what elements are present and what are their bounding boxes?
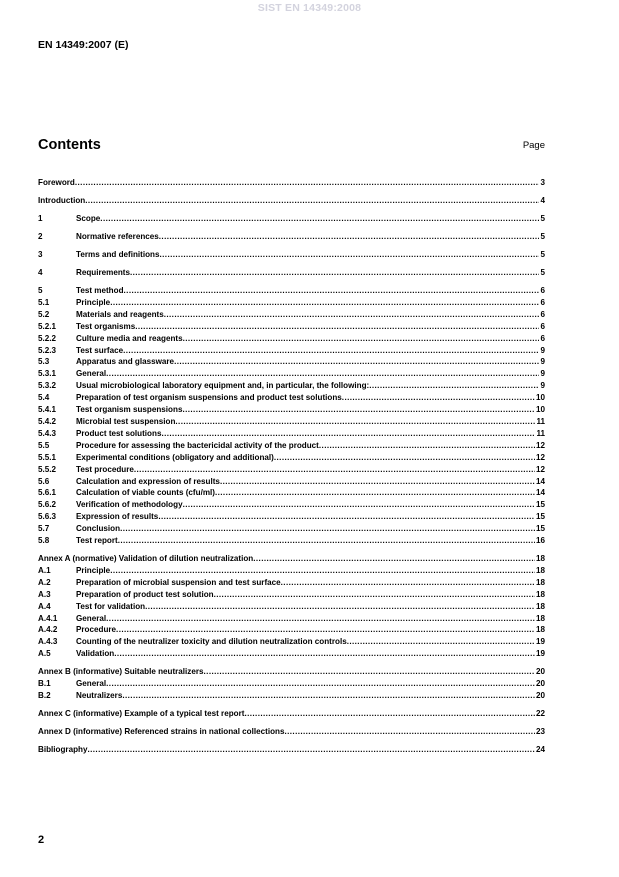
toc-entry[interactable]: [38, 726, 545, 738]
toc-dot-leader: [75, 177, 540, 189]
toc-entry[interactable]: [38, 577, 545, 589]
toc-entry-page: 6: [540, 309, 545, 319]
toc-entry-title: Validation: [76, 649, 115, 659]
toc-entry-page: 18: [535, 554, 545, 564]
page-title: Contents: [38, 137, 101, 153]
toc-entry-page: 10: [535, 405, 545, 415]
toc-entry[interactable]: [38, 195, 545, 207]
toc-entry-title: Procedure: [76, 625, 117, 635]
toc-entry[interactable]: [38, 356, 545, 368]
toc-entry-title: Annex B (informative) Suitable neutralizers: [38, 667, 204, 677]
toc-entry-title: Test surface: [76, 345, 124, 355]
toc-entry[interactable]: [38, 708, 545, 720]
toc-entry-number: 5.6: [38, 476, 50, 486]
toc-entry-title: Experimental conditions (obligatory and additional): [76, 452, 274, 462]
document-id: EN 14349:2007 (E): [38, 39, 129, 51]
toc-entry-page: 6: [540, 333, 545, 343]
toc-entry-page: 12: [535, 452, 545, 462]
toc-entry[interactable]: [38, 177, 545, 189]
toc-entry-number: 5.1: [38, 297, 50, 307]
toc-entry-number: 4: [38, 268, 43, 277]
toc-entry-page: 9: [540, 357, 545, 367]
toc-entry-number: 5.3.1: [38, 369, 57, 379]
toc-dot-leader: [106, 368, 539, 380]
toc-dot-leader: [130, 267, 540, 279]
toc-entry[interactable]: [38, 511, 545, 523]
toc-dot-leader: [161, 428, 535, 440]
toc-dot-leader: [274, 452, 535, 464]
toc-entry[interactable]: [38, 380, 545, 392]
toc-dot-leader: [159, 231, 540, 243]
toc-entry[interactable]: [38, 666, 545, 678]
toc-dot-leader: [160, 249, 540, 261]
toc-entry[interactable]: [38, 499, 545, 511]
toc-dot-leader: [120, 523, 535, 535]
toc-entry-title: Culture media and reagents: [76, 333, 183, 343]
toc-entry-page: 22: [535, 709, 545, 719]
toc-entry-page: 18: [535, 601, 545, 611]
toc-entry-title: Calculation and expression of results: [76, 476, 220, 486]
toc-dot-leader: [124, 285, 540, 297]
toc-dot-leader: [123, 345, 539, 357]
toc-dot-leader: [122, 690, 535, 702]
toc-entry-page: 14: [535, 488, 545, 498]
toc-entry-number: 5.8: [38, 536, 50, 546]
toc-entry-title: Annex D (informative) Referenced strains in national collections: [38, 727, 285, 737]
toc-entry[interactable]: [38, 404, 545, 416]
toc-entry[interactable]: [38, 440, 545, 452]
toc-entry-title: Product test solutions: [76, 428, 162, 438]
toc-entry-page: 5: [540, 232, 545, 241]
toc-entry[interactable]: [38, 523, 545, 535]
toc-entry[interactable]: [38, 345, 545, 357]
toc-entry-title: Principle: [76, 565, 111, 575]
toc-entry[interactable]: [38, 452, 545, 464]
toc-entry-number: B.1: [38, 679, 51, 689]
toc-dot-leader: [244, 708, 535, 720]
toc-entry-title: Test report: [76, 536, 118, 546]
toc-entry-page: 11: [536, 428, 545, 438]
toc-dot-leader: [100, 213, 539, 225]
watermark: SIST EN 14349:2008: [257, 2, 362, 14]
toc-dot-leader: [204, 666, 535, 678]
toc-dot-leader: [319, 440, 535, 452]
toc-entry-title: Calculation of viable counts (cfu/ml): [76, 488, 215, 498]
toc-entry-page: 15: [535, 512, 545, 522]
toc-entry-page: 6: [540, 321, 545, 331]
toc-entry-title: Expression of results: [76, 512, 159, 522]
toc-entry-page: 9: [540, 345, 545, 355]
toc-entry-title: Conclusion: [76, 524, 121, 534]
toc-entry[interactable]: [38, 624, 545, 636]
toc-dot-leader: [134, 464, 535, 476]
toc-entry-title: Test organisms: [76, 321, 136, 331]
toc-entry-number: 5.4.2: [38, 416, 57, 426]
toc-entry[interactable]: [38, 231, 545, 243]
toc-entry-title: Counting of the neutralizer toxicity and dilution neutralization controls: [76, 637, 347, 647]
toc-entry-page: 5: [540, 214, 545, 223]
toc-entry-title: Usual microbiological laboratory equipment and, in particular, the following:: [76, 381, 370, 391]
toc-dot-leader: [281, 577, 535, 589]
toc-dot-leader: [215, 487, 535, 499]
toc-entry-page: 11: [536, 416, 545, 426]
toc-entry-number: 5.7: [38, 524, 50, 534]
toc-entry-title: General: [76, 369, 107, 379]
toc-entry-title: Preparation of test organism suspensions and product test solutions: [76, 393, 342, 403]
toc-dot-leader: [183, 499, 535, 511]
toc-entry-number: 5.3.2: [38, 381, 57, 391]
toc-entry-page: 18: [535, 565, 545, 575]
toc-entry-title: Verification of methodology: [76, 500, 183, 510]
toc-dot-leader: [110, 565, 535, 577]
toc-entry-number: A.1: [38, 565, 51, 575]
toc-entry-title: General: [76, 679, 107, 689]
toc-entry-page: 23: [535, 727, 545, 737]
toc-entry-number: 5.2: [38, 309, 50, 319]
toc-dot-leader: [214, 589, 535, 601]
toc-entry-number: 5.4.1: [38, 405, 57, 415]
toc-entry-title: Materials and reagents: [76, 309, 164, 319]
toc-entry-page: 18: [535, 577, 545, 587]
toc-entry[interactable]: [38, 601, 545, 613]
toc-entry-number: A.4.1: [38, 613, 58, 623]
toc-dot-leader: [369, 380, 539, 392]
toc-entry-number: B.2: [38, 691, 51, 701]
toc-entry-page: 10: [535, 393, 545, 403]
toc-entry[interactable]: [38, 636, 545, 648]
toc-entry-page: 20: [535, 679, 545, 689]
toc-entry-page: 6: [540, 286, 545, 295]
toc-entry-title: Terms and definitions: [76, 250, 160, 259]
toc-dot-leader: [284, 726, 535, 738]
toc-entry-title: Preparation of product test solution: [76, 589, 214, 599]
toc-dot-leader: [342, 392, 535, 404]
toc-entry-page: 12: [535, 464, 545, 474]
toc-entry-title: Neutralizers: [76, 691, 123, 701]
toc-entry-number: 5.2.2: [38, 333, 57, 343]
toc-entry-number: 5.4: [38, 393, 50, 403]
toc-entry[interactable]: [38, 613, 545, 625]
toc-dot-leader: [87, 744, 535, 756]
toc-entry-title: Annex C (informative) Example of a typical test report: [38, 709, 245, 719]
toc-entry[interactable]: [38, 249, 545, 261]
toc-entry-number: A.4.3: [38, 637, 58, 647]
page-column-label: Page: [522, 140, 545, 151]
toc-entry-number: A.5: [38, 649, 51, 659]
toc-dot-leader: [118, 535, 535, 547]
toc-entry-number: 5.5: [38, 440, 50, 450]
toc-dot-leader: [110, 297, 539, 309]
toc-entry[interactable]: [38, 285, 545, 297]
toc-dot-leader: [116, 624, 535, 636]
toc-entry-page: 18: [535, 613, 545, 623]
toc-entry[interactable]: [38, 487, 545, 499]
toc-entry-title: Annex A (normative) Validation of dilution neutralization: [38, 554, 254, 564]
toc-entry-number: A.2: [38, 577, 51, 587]
toc-entry-number: 5.2.1: [38, 321, 57, 331]
toc-entry[interactable]: [38, 321, 545, 333]
toc-entry-title: Principle: [76, 297, 111, 307]
toc-entry-page: 19: [535, 649, 545, 659]
toc-entry[interactable]: [38, 553, 545, 565]
toc-entry-number: 5.4.3: [38, 428, 57, 438]
toc-entry-page: 15: [535, 524, 545, 534]
toc-entry-title: Preparation of microbial suspension and test surface: [76, 577, 281, 587]
toc-entry-title: Bibliography: [38, 745, 88, 755]
toc-entry-page: 14: [535, 476, 545, 486]
toc-entry-page: 5: [540, 250, 545, 259]
toc-entry-page: 9: [540, 381, 545, 391]
toc-entry-page: 16: [535, 536, 545, 546]
toc-entry-page: 15: [535, 500, 545, 510]
toc-entry-page: 20: [535, 691, 545, 701]
toc-entry[interactable]: [38, 589, 545, 601]
toc-dot-leader: [253, 553, 535, 565]
toc-dot-leader: [183, 333, 540, 345]
toc-entry[interactable]: [38, 213, 545, 225]
toc-entry[interactable]: [38, 648, 545, 660]
toc-entry-page: 24: [535, 745, 545, 755]
toc-dot-leader: [106, 678, 535, 690]
toc-dot-leader: [158, 511, 535, 523]
toc-entry-number: 5.5.2: [38, 464, 57, 474]
toc-entry-page: 20: [535, 667, 545, 677]
toc-entry[interactable]: [38, 535, 545, 547]
toc-entry-title: Normative references: [76, 232, 159, 241]
toc-dot-leader: [175, 416, 535, 428]
toc-entry-title: Microbial test suspension: [76, 416, 176, 426]
toc-entry[interactable]: [38, 690, 545, 702]
toc-entry-number: 5.2.3: [38, 345, 57, 355]
toc-entry[interactable]: [38, 267, 545, 279]
toc-entry-page: 6: [540, 297, 545, 307]
toc-entry-number: A.4: [38, 601, 51, 611]
toc-dot-leader: [182, 404, 535, 416]
toc-dot-leader: [174, 356, 539, 368]
toc-entry-page: 18: [535, 589, 545, 599]
toc-entry[interactable]: [38, 309, 545, 321]
toc-entry[interactable]: [38, 464, 545, 476]
toc-entry[interactable]: [38, 297, 545, 309]
toc-entry-number: 5.6.1: [38, 488, 57, 498]
toc-entry-number: 5: [38, 286, 43, 295]
toc-entry[interactable]: [38, 392, 545, 404]
toc-entry-title: Introduction: [38, 196, 86, 205]
toc-entry-page: 9: [540, 369, 545, 379]
toc-entry[interactable]: [38, 476, 545, 488]
toc-entry[interactable]: [38, 368, 545, 380]
toc-entry-page: 3: [540, 178, 545, 187]
toc-entry-page: 19: [535, 637, 545, 647]
toc-entry-page: 5: [540, 268, 545, 277]
toc-entry-title: Test organism suspensions: [76, 405, 183, 415]
toc-entry-title: Apparatus and glassware: [76, 357, 175, 367]
page-number: 2: [38, 834, 45, 846]
toc-entry-title: Procedure for assessing the bactericidal activity of the product: [76, 440, 319, 450]
toc-entry[interactable]: [38, 744, 545, 756]
toc-entry[interactable]: [38, 565, 545, 577]
toc-entry-title: Test procedure: [76, 464, 134, 474]
toc-dot-leader: [145, 601, 535, 613]
toc-entry-number: A.3: [38, 589, 51, 599]
toc-dot-leader: [220, 476, 535, 488]
toc-dot-leader: [85, 195, 539, 207]
toc-entry-title: Requirements: [76, 268, 130, 277]
toc-entry-number: 5.6.2: [38, 500, 57, 510]
toc-dot-leader: [164, 309, 540, 321]
toc-entry-number: 5.6.3: [38, 512, 57, 522]
toc-entry[interactable]: [38, 428, 545, 440]
toc-entry-number: 5.3: [38, 357, 50, 367]
toc-entry[interactable]: [38, 333, 545, 345]
toc-entry-title: Foreword: [38, 178, 75, 187]
toc-dot-leader: [347, 636, 535, 648]
toc-entry[interactable]: [38, 678, 545, 690]
toc-dot-leader: [135, 321, 539, 333]
toc-entry-title: Test method: [76, 286, 124, 295]
toc-entry-page: 18: [535, 625, 545, 635]
toc-entry[interactable]: [38, 416, 545, 428]
toc-entry-number: A.4.2: [38, 625, 58, 635]
toc-entry-page: 12: [535, 440, 545, 450]
toc-entry-number: 1: [38, 214, 43, 223]
toc-entry-number: 2: [38, 232, 43, 241]
toc-entry-title: Scope: [76, 214, 101, 223]
toc-entry-number: 5.5.1: [38, 452, 57, 462]
toc-entry-title: Test for validation: [76, 601, 146, 611]
toc-entry-title: General: [76, 613, 107, 623]
toc-dot-leader: [114, 648, 535, 660]
toc-entry-page: 4: [540, 196, 545, 205]
toc-entry-number: 3: [38, 250, 43, 259]
table-of-contents: [38, 177, 545, 756]
toc-dot-leader: [106, 613, 535, 625]
